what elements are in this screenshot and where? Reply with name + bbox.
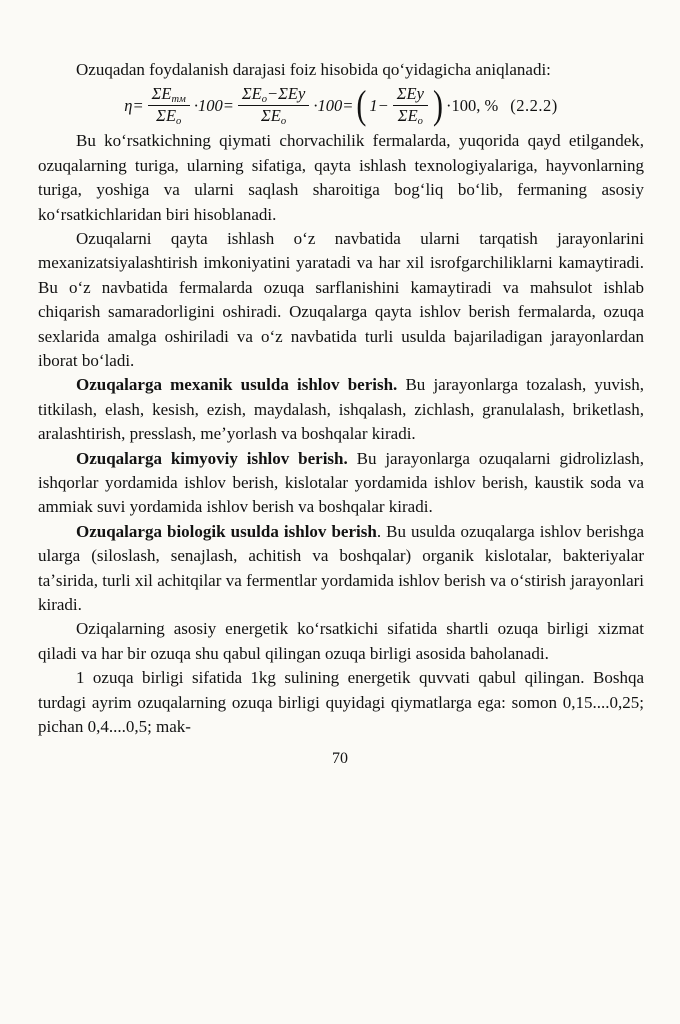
paragraph-chemical-heading: Ozuqalarga kimyoviy ishlov berish. <box>76 448 348 468</box>
sigma-ey: ΣEy <box>278 84 306 104</box>
paragraph-mechanical-text: Bu jarayonlarga tozalash, yuvish, titkilash, elash, kesish, ezish, maydalash, ishqalash, zichlash, granulalash, briketlash, aralashtirish, presslash, meʼyorlash va boshqalar kiradi. <box>38 375 644 444</box>
equation-times-100-percent: ·100, % <box>445 95 499 115</box>
sigma-e: ΣE <box>261 106 281 126</box>
paragraph-biological <box>38 520 644 618</box>
paragraph-processing <box>38 227 644 373</box>
equation-fraction-3 <box>393 85 428 126</box>
fraction-1-numerator <box>148 85 190 106</box>
fraction-1-denominator <box>152 106 185 126</box>
equation-fraction-2 <box>238 85 310 126</box>
fraction-3-numerator <box>393 85 428 106</box>
subscript-o: o <box>261 94 267 106</box>
paragraph-energy-unit-text: Oziqalarning asosiy energetik koʻrsatkichi sifatida shartli ozuqa birligi xizmat qiladi va har bir ozuqa shu qabul qilingan ozuqa birligi asosida baholanadi. <box>38 619 644 663</box>
sigma-e: ΣE <box>241 84 262 104</box>
equation-times-100-eq-1: ·100= <box>193 95 234 115</box>
paragraph-feed-values <box>38 666 644 739</box>
paragraph-chemical-text: Bu jarayonlarga ozuqalarni gidrolizlash, ishqorlar yordamida ishlov berish, kislotalar yordamida ishlov berish, kaustik soda va ammiak suvi yordamida ishlov berish va boshqalar kiradi. <box>38 448 644 517</box>
equation: η= $\frac{\Sigma E_{тм}}{\Sigma E_o}$ ·100= $\frac{\Sigma E_o-\Sigma Ey}{\Sigma E_o}$ ·100= ( 1− $\frac{\text{ΣEy}}{\Sigma E_o}$ ) ·100, % (2.2.2) <box>124 82 558 128</box>
subscript-o: o <box>417 116 423 128</box>
paragraph-chemical <box>38 447 644 520</box>
equation-one-minus: 1− <box>369 95 389 115</box>
paragraph-intro-text: Ozuqadan foydalanish darajasi foiz hisobida qoʻyidagicha aniqlanadi: <box>76 60 551 79</box>
paragraph-indicator-text: Bu koʻrsatkichning qiymati chorvachilik fermalarda, yuqorida qayd etilgandek, ozuqalarning turiga, ularning sifatiga, qayta ishlash texnologiyalariga, hayvonlarning turiga, yoshiga va ularni saqlash sharoitiga bogʻliq boʻlib, fermaning asosiy koʻrsatkichlaridan biri hisoblanadi. <box>38 131 644 224</box>
sigma-e: ΣE <box>397 106 418 126</box>
sigma-e: ΣE <box>156 106 177 126</box>
fraction-3-denominator <box>394 106 427 126</box>
equation-eta: η= <box>124 95 144 115</box>
minus-sign: − <box>266 84 279 104</box>
paragraph-energy-unit <box>38 617 644 666</box>
fraction-2-denominator <box>257 106 290 126</box>
sigma-ey: ΣEy <box>396 84 424 104</box>
paragraph-mechanical <box>38 373 644 446</box>
subscript-o: o <box>280 116 287 128</box>
sigma-e: ΣE <box>151 84 172 104</box>
equation-times-100-eq-2: ·100= <box>313 95 354 115</box>
paragraph-indicator <box>38 129 644 227</box>
paragraph-intro <box>38 58 644 82</box>
paragraph-mechanical-heading: Ozuqalarga mexanik usulda ishlov berish. <box>76 375 398 395</box>
fraction-2-numerator <box>238 85 310 106</box>
equation-number: (2.2.2) <box>510 95 558 115</box>
subscript-tm: тм <box>171 94 186 106</box>
paragraph-feed-values-text: 1 ozuqa birligi sifatida 1kg sulining energetik quvvati qabul qilingan. Boshqa turdagi ayrim ozuqalarning ozuqa birligi quyidagi qiymatlarga ega: somon 0,15....0,25; pichan 0,4....0,5; mak- <box>38 668 644 737</box>
page-number: 70 <box>332 749 348 767</box>
paragraph-biological-text: . Bu usulda ozuqalarga ishlov berishga ularga (siloslash, senajlash, achitish va boshqalar) organik kislotalar, bakteriyalar taʼsirida, turli xil achitqilar va fermentlar yordamida ishlov berish va oʻstirish jarayonlari kiradi. <box>38 521 644 615</box>
subscript-o: o <box>176 116 182 128</box>
paragraph-processing-text: Ozuqalarni qayta ishlash oʻz navbatida ularni tarqatish jarayonlarini mexanizatsiyalashtirish imkoniyatini yaratadi va har xil isrofgarchiliklarni kamaytiradi. Bu oʻz navbatida fermalarda ozuqa sarflanishini kamaytiradi va mahsulot ishlab chiqarish samaradorligini oshiradi. Ozuqalarga qayta ishlov berish fermalarda, ozuqa sexlarida amalga oshiriladi va oʻz navbatida turli usulda bajariladigan jarayonlardan iborat boʻladi. <box>38 228 644 370</box>
equation-fraction-1 <box>148 85 190 126</box>
paragraph-biological-heading: Ozuqalarga biologik usulda ishlov berish <box>76 521 377 541</box>
